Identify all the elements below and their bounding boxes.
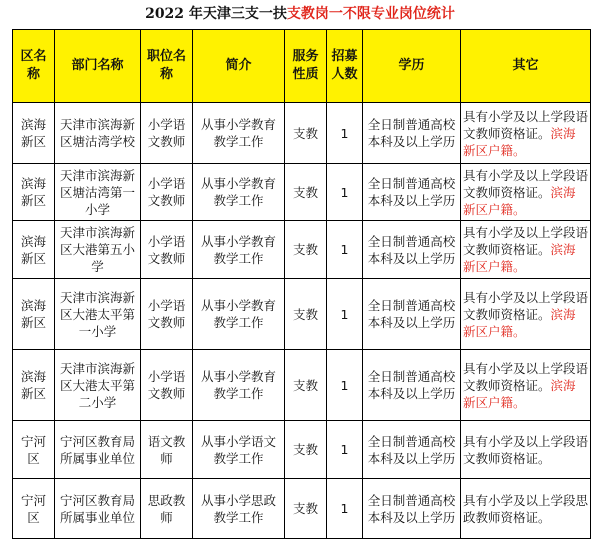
cell-other (461, 421, 591, 479)
cell-count: 1 (327, 350, 363, 421)
other-requirement: 具有小学及以上学段语文教师资格证。 (463, 225, 589, 257)
cell-district: 滨海新区 (13, 221, 55, 279)
other-requirement: 具有小学及以上学段语文教师资格证。 (463, 433, 589, 466)
cell-intro: 从事小学语文教学工作 (193, 421, 285, 479)
cell-count: 1 (327, 103, 363, 164)
cell-nature: 支教 (285, 164, 327, 221)
cell-intro: 从事小学教育教学工作 (193, 279, 285, 350)
other-residency: 滨海新区户籍。 (463, 306, 576, 339)
cell-district: 宁河区 (13, 421, 55, 479)
cell-district: 宁河区 (13, 479, 55, 539)
cell-district: 滨海新区 (13, 279, 55, 350)
header-row (13, 30, 591, 103)
cell-dept: 天津市滨海新区塘沽湾第一小学 (55, 164, 141, 221)
other-requirement: 具有小学及以上学段语文教师资格证。 (463, 289, 589, 322)
header-district: 区名称 (13, 30, 55, 103)
cell-count: 1 (327, 279, 363, 350)
cell-district: 滨海新区 (13, 103, 55, 164)
cell-position: 思政教师 (141, 479, 193, 539)
other-requirement: 具有小学及以上学段思政教师资格证。 (463, 492, 589, 525)
cell-dept: 天津市滨海新区大港第五小学 (55, 221, 141, 279)
cell-other (461, 350, 591, 421)
cell-dept: 天津市滨海新区大港太平第二小学 (55, 350, 141, 421)
cell-dept: 天津市滨海新区大港太平第一小学 (55, 279, 141, 350)
cell-nature: 支教 (285, 479, 327, 539)
cell-nature: 支教 (285, 279, 327, 350)
cell-district: 滨海新区 (13, 350, 55, 421)
header-position: 职位名称 (141, 30, 193, 103)
cell-other (461, 279, 591, 350)
cell-edu: 全日制普通高校本科及以上学历 (363, 164, 461, 221)
cell-edu: 全日制普通高校本科及以上学历 (363, 421, 461, 479)
cell-intro: 从事小学教育教学工作 (193, 221, 285, 279)
cell-count: 1 (327, 164, 363, 221)
cell-position: 语文教师 (141, 421, 193, 479)
cell-count: 1 (327, 479, 363, 539)
header-count: 招募人数 (327, 30, 363, 103)
cell-edu: 全日制普通高校本科及以上学历 (363, 221, 461, 279)
cell-dept: 宁河区教育局所属事业单位 (55, 421, 141, 479)
cell-other (461, 164, 591, 221)
cell-edu: 全日制普通高校本科及以上学历 (363, 103, 461, 164)
cell-intro: 从事小学思政教学工作 (193, 479, 285, 539)
cell-district: 滨海新区 (13, 164, 55, 221)
page-title (0, 0, 600, 28)
cell-other (461, 221, 591, 279)
cell-intro: 从事小学教育教学工作 (193, 164, 285, 221)
table-row (13, 421, 591, 479)
title-highlight: 支教岗一不限专业岗位统计 (286, 6, 455, 22)
table-row (13, 164, 591, 221)
positions-table (12, 29, 591, 539)
cell-count: 1 (327, 421, 363, 479)
cell-dept: 天津市滨海新区塘沽湾学校 (55, 103, 141, 164)
table-row (13, 221, 591, 279)
other-residency: 滨海新区户籍。 (463, 184, 576, 217)
table-row (13, 350, 591, 421)
cell-nature: 支教 (285, 103, 327, 164)
cell-nature: 支教 (285, 421, 327, 479)
cell-intro: 从事小学教育教学工作 (193, 103, 285, 164)
cell-other (461, 479, 591, 539)
other-requirement: 具有小学及以上学段语文教师资格证。 (463, 108, 589, 141)
other-residency: 滨海新区户籍。 (463, 377, 576, 410)
cell-intro: 从事小学教育教学工作 (193, 350, 285, 421)
cell-edu: 全日制普通高校本科及以上学历 (363, 279, 461, 350)
cell-dept: 宁河区教育局所属事业单位 (55, 479, 141, 539)
cell-nature: 支教 (285, 221, 327, 279)
header-dept: 部门名称 (55, 30, 141, 103)
cell-position: 小学语文教师 (141, 103, 193, 164)
cell-position: 小学语文教师 (141, 279, 193, 350)
cell-position: 小学语文教师 (141, 350, 193, 421)
cell-position: 小学语文教师 (141, 164, 193, 221)
other-residency: 滨海新区户籍。 (463, 242, 576, 274)
cell-edu: 全日制普通高校本科及以上学历 (363, 350, 461, 421)
header-nature: 服务性质 (285, 30, 327, 103)
cell-other (461, 103, 591, 164)
other-requirement: 具有小学及以上学段语文教师资格证。 (463, 167, 589, 200)
cell-position: 小学语文教师 (141, 221, 193, 279)
table-row (13, 479, 591, 539)
table-row (13, 103, 591, 164)
header-edu: 学历 (363, 30, 461, 103)
title-text: 2022 年天津三支一扶 (145, 6, 287, 22)
cell-count: 1 (327, 221, 363, 279)
table-row (13, 279, 591, 350)
cell-nature: 支教 (285, 350, 327, 421)
other-requirement: 具有小学及以上学段语文教师资格证。 (463, 360, 589, 393)
header-other: 其它 (461, 30, 591, 103)
cell-edu: 全日制普通高校本科及以上学历 (363, 479, 461, 539)
other-residency: 滨海新区户籍。 (463, 125, 576, 158)
header-intro: 简介 (193, 30, 285, 103)
